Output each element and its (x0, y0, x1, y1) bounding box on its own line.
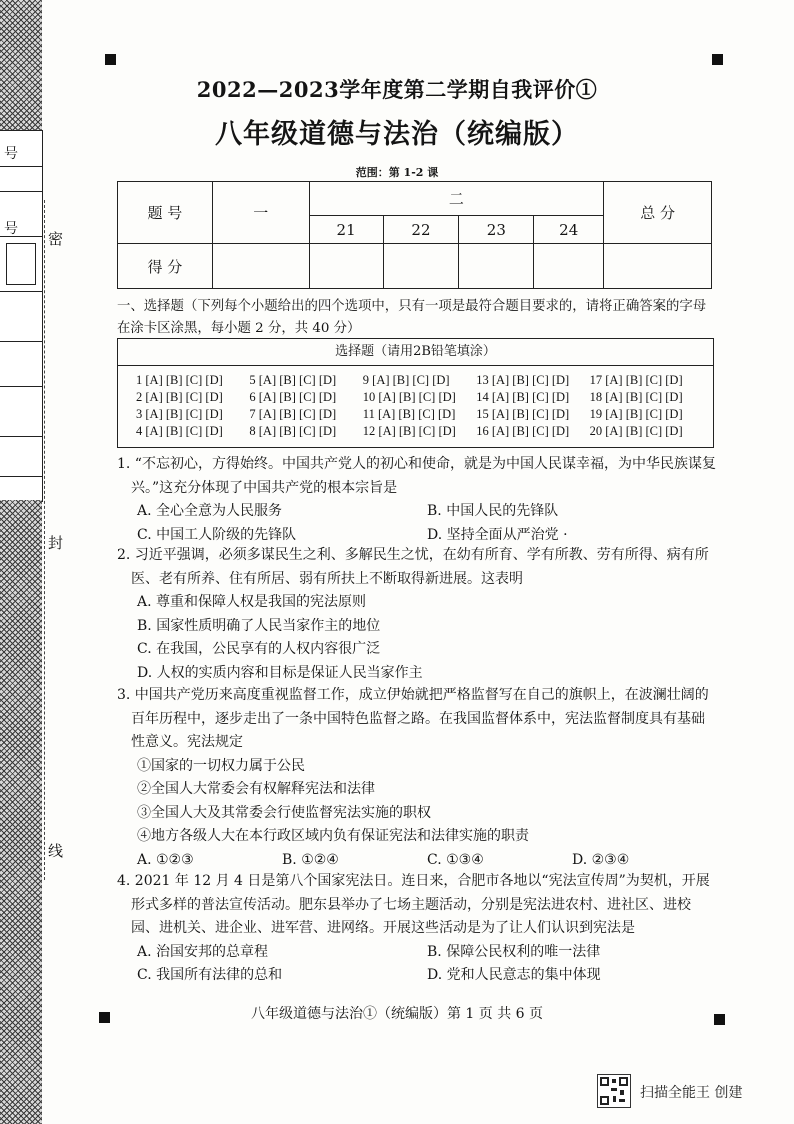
seal-char-feng: 封 (48, 534, 64, 552)
question-4 (117, 870, 717, 988)
option-c: C. 在我国，公民享有的人权内容很广泛 (137, 641, 381, 657)
answer-bubble-row[interactable]: 19 [A] [B] [C] [D] (589, 407, 683, 421)
option-c: C. 我国所有法律的总和 (137, 967, 283, 983)
score-row-label: 得 分 (118, 244, 213, 289)
score-cell[interactable] (383, 244, 459, 289)
answer-bubble-row[interactable]: 7 [A] [B] [C] [D] (249, 407, 337, 421)
qr-code-icon (597, 1074, 631, 1108)
option-c: C. ①③④ (427, 851, 484, 868)
answer-bubble-row[interactable]: 8 [A] [B] [C] [D] (249, 424, 337, 438)
score-cell[interactable] (212, 244, 309, 289)
option-a: A. ①②③ (137, 851, 194, 868)
option-b: B. 国家性质明确了人民当家作主的地位 (137, 617, 381, 634)
scanner-watermark: 扫描全能王 创建 (640, 1085, 743, 1101)
score-cell[interactable] (534, 244, 604, 289)
answer-bubble-row[interactable]: 5 [A] [B] [C] [D] (249, 373, 337, 387)
question-3 (117, 684, 717, 872)
answer-card (117, 338, 714, 448)
seal-char-mi: 密 (48, 230, 64, 248)
margin-label-id: 号 (4, 146, 18, 162)
answer-bubble-row[interactable]: 9 [A] [B] [C] [D] (362, 373, 450, 387)
answer-bubble-row[interactable]: 10 [A] [B] [C] [D] (362, 390, 456, 404)
exam-title: 2022—2023学年度第二学期自我评价① (196, 77, 598, 102)
score-subheader: 21 (309, 216, 383, 244)
statement-4: ④地方各级人大在本行政区域内负有保证宪法和法律实施的职责 (137, 828, 529, 844)
page-footer: 八年级道德与法治①（统编版）第 1 页 共 6 页 (250, 1006, 544, 1022)
option-d: D. 人权的实质内容和目标是保证人民当家作主 (137, 664, 423, 681)
answer-bubble-row[interactable]: 1 [A] [B] [C] [D] (136, 373, 223, 387)
answer-bubble-row[interactable]: 4 [A] [B] [C] [D] (136, 424, 223, 438)
exam-subject: 八年级道德与法治（统编版） (215, 119, 579, 150)
statement-2: ②全国人大常委会有权解释宪法和法律 (137, 781, 375, 797)
option-b: B. 保障公民权利的唯一法律 (427, 943, 601, 960)
option-a: A. 尊重和保障人权是我国的宪法原则 (137, 594, 367, 610)
question-stem: 4. 2021 年 12 月 4 日是第八个国家宪法日。连日来，合肥市各地以“宪法宣传周”为契机，开展形式多样的普法宣传活动。肥东县举办了七场主题活动，分别是宪法进农村、进社区、进校园、进机关、进企业、进军营、进网络。开展这些活动是为了让人们认识到宪法是 (117, 873, 710, 936)
binding-info-box (0, 130, 43, 502)
answer-bubble-row[interactable]: 11 [A] [B] [C] [D] (362, 407, 456, 421)
answer-bubble-row[interactable]: 12 [A] [B] [C] [D] (362, 424, 456, 438)
question-1 (117, 453, 717, 547)
option-a: A. 治国安邦的总章程 (137, 943, 269, 960)
answer-bubble-row[interactable]: 18 [A] [B] [C] [D] (589, 390, 683, 404)
seal-line (44, 200, 45, 880)
option-c: C. 中国工人阶级的先锋队 (137, 526, 297, 543)
option-d: D. 党和人民意志的集中体现 (427, 967, 601, 983)
option-d: D. 坚持全面从严治党 · (427, 526, 568, 543)
option-a: A. 全心全意为人民服务 (137, 503, 283, 519)
option-b: B. ①②④ (282, 851, 339, 868)
score-cell[interactable] (459, 244, 534, 289)
question-stem: 1. “不忘初心，方得始终。中国共产党人的初心和使命，就是为中国人民谋幸福，为中华民族谋复兴。”这充分体现了中国共产党的根本宗旨是 (117, 456, 716, 496)
question-stem: 3. 中国共产党历来高度重视监督工作，成立伊始就把严格监督写在自己的旗帜上，在波澜壮阔的百年历程中，逐步走出了一条中国特色监督之路。在我国监督体系中，宪法监督制度具有基础性意义。宪法规定 (117, 687, 709, 750)
score-header-part-two: 二 (309, 182, 604, 216)
option-d: D. ②③④ (572, 851, 630, 868)
question-stem: 2. 习近平强调，必须多谋民生之利、多解民生之忧，在幼有所育、学有所教、劳有所得、病有所医、老有所养、住有所居、弱有所扶上不断取得新进展。这表明 (117, 547, 709, 587)
answer-bubble-row[interactable]: 14 [A] [B] [C] [D] (476, 390, 570, 404)
answer-bubble-row[interactable]: 20 [A] [B] [C] [D] (589, 424, 683, 438)
seal-char-xian: 线 (48, 842, 64, 860)
answer-bubble-row[interactable]: 13 [A] [B] [C] [D] (476, 373, 570, 387)
answer-bubble-row[interactable]: 6 [A] [B] [C] [D] (249, 390, 337, 404)
exam-range: 范围：第 1-2 课 (355, 166, 439, 179)
answer-bubble-row[interactable]: 2 [A] [B] [C] [D] (136, 390, 223, 404)
question-2 (117, 544, 717, 685)
score-subheader: 24 (534, 216, 604, 244)
margin-hatch-bottom (0, 500, 42, 1124)
registration-mark-icon (105, 54, 116, 65)
margin-hatch-top (0, 0, 42, 130)
answer-bubble-row[interactable]: 15 [A] [B] [C] [D] (476, 407, 570, 421)
score-table (117, 181, 712, 289)
score-subheader: 23 (459, 216, 534, 244)
score-subheader: 22 (383, 216, 459, 244)
answer-bubble-row[interactable]: 16 [A] [B] [C] [D] (476, 424, 570, 438)
answer-grid (136, 372, 703, 440)
registration-mark-icon (712, 54, 723, 65)
answer-bubble-row[interactable]: 3 [A] [B] [C] [D] (136, 407, 223, 421)
margin-label-number: 号 (4, 221, 18, 237)
section-instruction: 一、选择题（下列每个小题给出的四个选项中，只有一项是最符合题目要求的，请将正确答案的字母在涂卡区涂黑，每小题 2 分，共 40 分） (117, 299, 707, 336)
option-b: B. 中国人民的先锋队 (427, 503, 559, 519)
answer-card-header: 选择题（请用2B铅笔填涂） (118, 339, 713, 366)
score-header-total: 总 分 (604, 182, 712, 244)
score-header-topic: 题 号 (118, 182, 213, 244)
score-header-part-one: 一 (212, 182, 309, 244)
score-cell[interactable] (309, 244, 383, 289)
statement-1: ①国家的一切权力属于公民 (137, 757, 305, 774)
answer-bubble-row[interactable]: 17 [A] [B] [C] [D] (589, 373, 683, 387)
score-cell[interactable] (604, 244, 712, 289)
statement-3: ③全国人大及其常委会行使监督宪法实施的职权 (137, 804, 431, 821)
